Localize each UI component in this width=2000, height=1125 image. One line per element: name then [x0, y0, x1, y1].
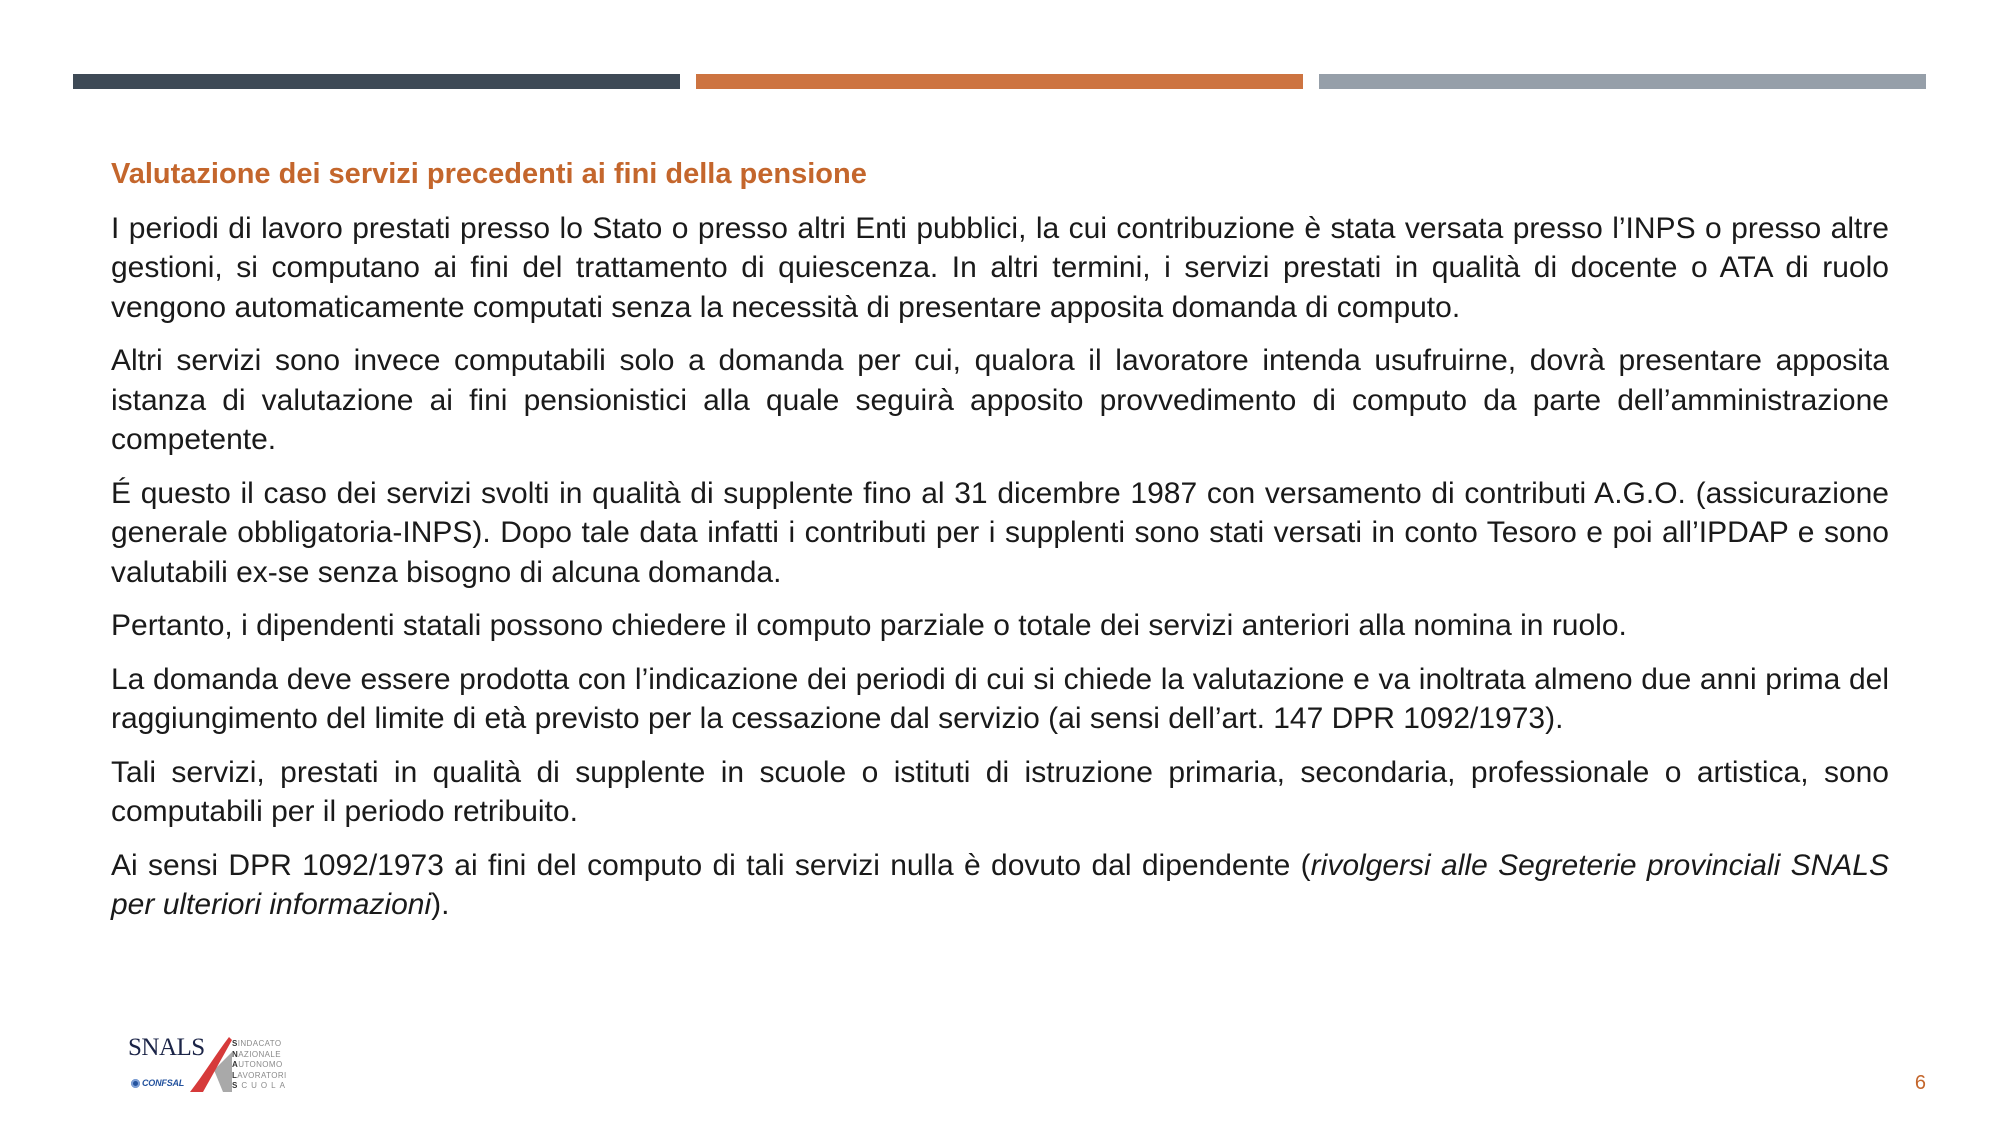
logo-tagline-line: LAVORATORI: [232, 1070, 287, 1080]
logo-tagline-line: AUTONOMO: [232, 1060, 283, 1069]
confsal-emblem-icon: [131, 1079, 140, 1088]
top-bar-dark: [73, 74, 680, 89]
paragraph-1: I periodi di lavoro prestati presso lo Stato o presso altri Enti pubblici, la cui contribuzione è stata versata presso l’INPS o presso altre gestioni, si computano ai fini del trattamento di quiescenza. In altri termini, i servizi prestati in qualità di docente o ATA di ruolo vengono automaticamente computati senza la necessità di presentare apposita domanda di computo.: [111, 211, 1889, 324]
closing-text-after: ).: [431, 888, 450, 921]
confsal-badge: [131, 1078, 184, 1089]
top-bar-light: [1319, 74, 1926, 89]
paragraph-closing: [111, 846, 1889, 925]
paragraph-6: Tali servizi, prestati in qualità di supplente in scuole o istituti di istruzione primaria, secondaria, professionale o artistica, sono computabili per il periodo retribuito.: [111, 755, 1889, 828]
logo-wordmark: SNALS: [128, 1034, 205, 1061]
slide-title: Valutazione dei servizi precedenti ai fini della pensione: [111, 158, 867, 190]
paragraph-5: La domanda deve essere prodotta con l’indicazione dei periodi di cui si chiede la valutazione e va inoltrata almeno due anni prima del raggiungimento del limite di età previsto per la cessazione dal servizio (ai sensi dell’art. 147 DPR 1092/1973).: [111, 662, 1889, 735]
logo-tagline: [232, 1039, 292, 1092]
paragraph-3: É questo il caso dei servizi svolti in qualità di supplente fino al 31 dicembre 1987 con versamento di contributi A.G.O. (assicurazione generale obbligatoria-INPS). Dopo tale data infatti i contributi per i supplenti sono stati versati in conto Tesoro e poi all’IPDAP e sono valutabili ex-se senza bisogno di alcuna domanda.: [111, 476, 1889, 589]
top-bar-accent: [696, 74, 1303, 89]
logo-tagline-line: SINDACATO: [232, 1039, 282, 1048]
closing-text-before: Ai sensi DPR 1092/1973 ai fini del computo di tali servizi nulla è dovuto dal dipendente (: [111, 848, 1311, 882]
closing-italic-text: rivolgersi alle Segreterie provinciali SNALS per ulteriori informazioni: [111, 848, 1889, 921]
paragraph-4: Pertanto, i dipendenti statali possono chiedere il computo parziale o totale dei servizi anteriori alla nomina in ruolo.: [111, 609, 1627, 642]
confsal-label: CONFSAL: [142, 1078, 185, 1088]
page-number: 6: [1914, 1072, 1926, 1094]
paragraph-2: Altri servizi sono invece computabili solo a domanda per cui, qualora il lavoratore intenda usufruirne, dovrà presentare apposita istanza di valutazione ai fini pensionistici alla quale seguirà apposito provvedimento di computo da parte dell’amministrazione competente.: [111, 344, 1889, 456]
logo-tagline-line: SCUOLA: [232, 1081, 289, 1090]
snals-logo: [128, 1034, 294, 1096]
slide-content: [111, 155, 1889, 939]
logo-tagline-line: NAZIONALE: [232, 1049, 281, 1059]
